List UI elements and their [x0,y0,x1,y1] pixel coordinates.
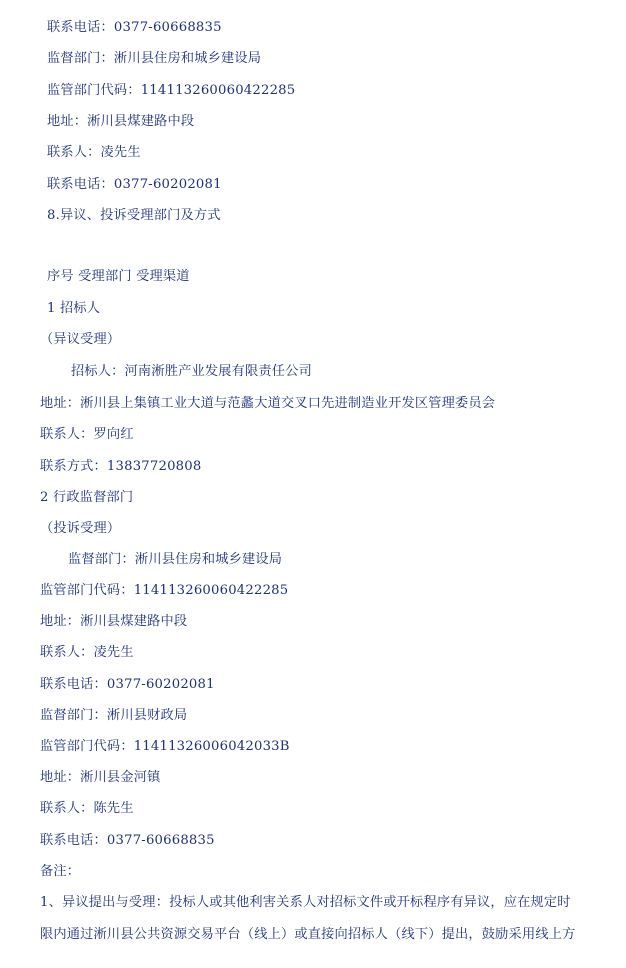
dept-code-2: 监管部门代码：114113260060422285 [40,583,289,598]
supervision-dept-1: 监督部门：淅川县住房和城乡建设局 [47,51,262,66]
address-2: 地址：淅川县煤建路中段 [40,614,188,629]
contact-phone-4: 联系电话：0377-60668835 [40,833,215,848]
item-1-tenderer: 1 招标人 [47,301,101,316]
supervision-dept-2: 监督部门：淅川县住房和城乡建设局 [68,552,283,567]
contact-person-3: 联系人：陈先生 [40,801,134,816]
remark-1-line-1: 1、异议提出与受理：投标人或其他利害关系人对招标文件或开标程序有异议，应在规定时 [40,895,571,910]
tenderer-contact-person: 联系人：罗向红 [40,427,134,442]
complaint-acceptance: （投诉受理） [40,521,121,536]
item-2-admin-supervision: 2 行政监督部门 [40,490,134,505]
remark-1-line-2: 限内通过淅川县公共资源交易平台（线上）或直接向招标人（线下）提出，鼓励采用线上方 [40,927,576,942]
table-header: 序号 受理部门 受理渠道 [47,269,190,284]
address-1: 地址：淅川县煤建路中段 [47,114,195,129]
tenderer-name: 招标人：河南淅胜产业发展有限责任公司 [71,364,312,379]
contact-person-2: 联系人：凌先生 [40,645,134,660]
dept-code-3: 监管部门代码：11411326006042033B [40,739,290,754]
contact-phone-2: 联系电话：0377-60202081 [47,177,222,192]
remarks-label: 备注： [40,864,81,879]
tenderer-address: 地址：淅川县上集镇工业大道与范蠡大道交叉口先进制造业开发区管理委员会 [40,396,496,411]
address-3: 地址：淅川县金河镇 [40,770,161,785]
tenderer-contact-phone: 联系方式：13837720808 [40,459,202,474]
dept-code-1: 监管部门代码：114113260060422285 [47,83,296,98]
contact-phone-3: 联系电话：0377-60202081 [40,677,215,692]
contact-person-1: 联系人：凌先生 [47,145,141,160]
objection-acceptance: （异议受理） [40,332,121,347]
section-heading-8: 8.异议、投诉受理部门及方式 [47,208,221,223]
supervision-dept-3: 监督部门：淅川县财政局 [40,708,188,723]
contact-phone-1: 联系电话：0377-60668835 [47,20,222,35]
